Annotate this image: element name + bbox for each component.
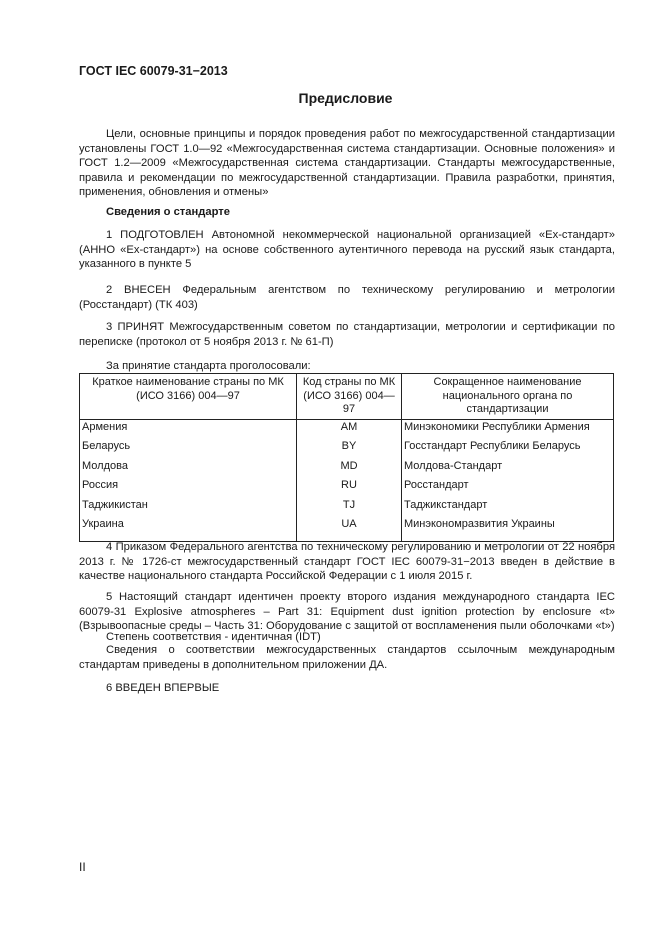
table-row <box>80 498 614 518</box>
country-cell: Украина <box>80 517 297 542</box>
code-cell: MD <box>297 459 402 479</box>
vote-intro: За принятие стандарта проголосовали: <box>106 360 311 372</box>
column-header-code: Код страны по МК (ИСО 3166) 004—97 <box>297 374 402 420</box>
document-header: ГОСТ IEC 60079-31−2013 <box>79 64 228 78</box>
item-5-references: Сведения о соответствии межгосударственных стандартов ссылочным международным стандартам приведены в дополнительном приложении ДА. <box>79 644 615 671</box>
page-title: Предисловие <box>298 90 393 106</box>
code-cell: UA <box>297 517 402 542</box>
country-cell: Молдова <box>80 459 297 479</box>
column-header-country: Краткое наименование страны по МК (ИСО 3166) 004—97 <box>80 374 297 420</box>
table-row <box>80 478 614 498</box>
item-3-paragraph: 3 ПРИНЯТ Межгосударственным советом по стандартизации, метрологии и сертификации по переписке (протокол от 5 ноября 2013 г. № 61-П) <box>79 321 615 348</box>
table-row <box>80 517 614 542</box>
column-header-body: Сокращенное наименование национального органа по стандартизации <box>402 374 614 420</box>
intro-paragraph: Цели, основные принципы и порядок проведения работ по межгосударственной стандартизации установлены ГОСТ 1.0—92 «Межгосударственная система стандартизации. Основные положения» и ГОСТ 1.2—2009 «Межгосударственная система стандартизации. Стандарты межгосударственные, правила и рекомендации по межгосударственной стандартизации. Правила разработки, принятия, применения, обновления и отмены» <box>79 128 615 198</box>
body-cell: Молдова-Стандарт <box>402 459 614 479</box>
table-row <box>80 439 614 459</box>
body-cell: Минэкономразвития Украины <box>402 517 614 542</box>
item-2-paragraph: 2 ВНЕСЕН Федеральным агентством по техническому регулированию и метрологии (Росстандарт) (ТК 403) <box>79 284 615 311</box>
page-number: II <box>79 860 86 874</box>
item-5-paragraph: 5 Настоящий стандарт идентичен проекту второго издания международного стандарта IEC 60079-31 Explosive atmospheres – Part 31: Equipment dust ignition protection by enclosure «t» (Взрывоопасные среды – Часть 31: Оборудование с защитой от воспламенения пыли оболочками «t») <box>79 591 615 632</box>
item-5-degree: Степень соответствия - идентичная (IDT) <box>106 631 321 643</box>
country-cell: Беларусь <box>80 439 297 459</box>
country-cell: Россия <box>80 478 297 498</box>
voting-table <box>79 373 614 542</box>
table-row <box>80 419 614 439</box>
body-cell: Таджикстандарт <box>402 498 614 518</box>
item-4-paragraph: 4 Приказом Федерального агентства по техническому регулированию и метрологии от 22 ноября 2013 г. № 1726-ст межгосударственный стандарт ГОСТ IEC 60079-31−2013 введен в действие в качестве национального стандарта Российской Федерации с 1 июля 2015 г. <box>79 541 615 582</box>
country-cell: Таджикистан <box>80 498 297 518</box>
body-cell: Госстандарт Республики Беларусь <box>402 439 614 459</box>
table-header-row <box>80 374 614 420</box>
code-cell: RU <box>297 478 402 498</box>
item-1-paragraph: 1 ПОДГОТОВЛЕН Автономной некоммерческой национальной организацией «Ex-стандарт» (АННО «Ex-стандарт») на основе собственного аутентичного перевода на русский язык стандарта, указанного в пункте 5 <box>79 229 615 270</box>
body-cell: Минэкономики Республики Армения <box>402 419 614 439</box>
country-cell: Армения <box>80 419 297 439</box>
body-cell: Росстандарт <box>402 478 614 498</box>
code-cell: AM <box>297 419 402 439</box>
code-cell: TJ <box>297 498 402 518</box>
code-cell: BY <box>297 439 402 459</box>
section-subheading: Сведения о стандарте <box>106 206 230 218</box>
item-6-paragraph: 6 ВВЕДЕН ВПЕРВЫЕ <box>106 682 220 694</box>
table-row <box>80 459 614 479</box>
